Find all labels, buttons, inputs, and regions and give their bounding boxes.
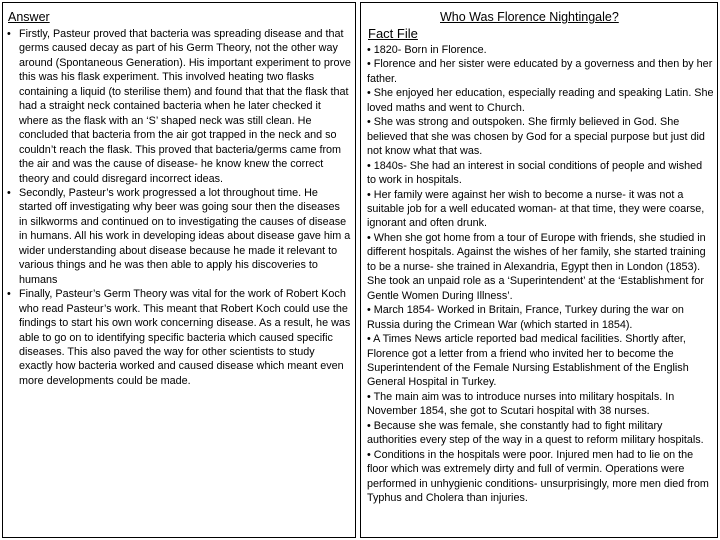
fact-item: • 1840s- She had an interest in social conditions of people and wished to work in hospitals. bbox=[367, 159, 703, 187]
bullet-point: • bbox=[7, 28, 11, 40]
answer-item bbox=[3, 27, 351, 186]
answer-text: Finally, Pasteur’s Germ Theory was vital for the work of Robert Koch who read Pasteur’s work. This meant that Robert Koch could use the findings to start his own work concerning disease. As a result, he was able to go on to identifying specific bacteria which caused specific diseases. This also paved the way for other scientists to study exactly how bacteria worked and caused disease which meant even more developments could be made. bbox=[19, 288, 351, 387]
answer-item bbox=[3, 287, 351, 388]
fact-item: • Florence and her sister were educated by a governess and then by her father. bbox=[367, 58, 713, 85]
answer-text: Firstly, Pasteur proved that bacteria was spreading disease and that germs caused decay as part of his Germ Theory, not the other way around (Spontaneous Generation). His important experiment to prove this was his flask experiment. This involved heating two flasks containing a liquid (to sterilise them) and found that that the flask that had a straight neck contained bacteria when he later checked it where as the flask with an ‘S’ shaped neck was still clean. He concluded that bacteria from the air got trapped in the neck and so couldn’t reach the flask. This proved that bacteria/germs came from the air and was the cause of disease- he know knew the correct theory and could disregard incorrect ideas. bbox=[19, 28, 351, 185]
answer-list bbox=[3, 27, 351, 388]
answer-panel bbox=[2, 2, 356, 538]
answer-title: Answer bbox=[8, 10, 50, 24]
fact-item: • She was strong and outspoken. She firmly believed in God. She believed that she was chosen by God for a special purpose but just did not know what that was. bbox=[367, 116, 705, 158]
bullet-point: • bbox=[7, 186, 11, 199]
fact-file-subtitle: Fact File bbox=[368, 26, 418, 41]
answer-text: Secondly, Pasteur’s work progressed a lot throughout time. He started off investigating why beer was going sour then the diseases in silkworms and continued on to investigating the causes of disease in humans. All his work in developing ideas about disease gave him a wider understanding about disease because he made it relevant to various things and he was then able to apply his discoveries to humans bbox=[19, 186, 351, 286]
fact-file-panel bbox=[360, 2, 718, 538]
bullet-point: • bbox=[7, 288, 11, 301]
fact-item: • When she got home from a tour of Europe with friends, she studied in different hospitals. Against the wishes of her family, she started training to be a nurse- she trained in Alexandria, Egypt then in London (1853). She took an unpaid role as a ‘Superintendent’ at the ‘Establishment for Gentle Women During Illness’. bbox=[367, 231, 706, 302]
fact-item: • She enjoyed her education, especially reading and speaking Latin. She loved maths and went to Church. bbox=[367, 87, 714, 114]
answer-item bbox=[3, 186, 351, 287]
fact-item: • 1820- Born in Florence. bbox=[367, 44, 487, 56]
fact-item: • The main aim was to introduce nurses into military hospitals. In November 1854, she got to Scutari hospital with 38 nurses. bbox=[367, 390, 675, 418]
fact-item: • Her family were against her wish to become a nurse- it was not a suitable job for a well educated woman- at that time, they were coarse, ignorant and often drunk. bbox=[367, 188, 705, 230]
fact-panel-title: Who Was Florence Nightingale? bbox=[440, 10, 619, 24]
fact-item: • Conditions in the hospitals were poor. Injured men had to lie on the floor which was extremely dirty and full of vermin. Operations were performed in unhygienic conditions- unsurprisingly, more men died from Typhus and Cholera than injuries. bbox=[367, 448, 709, 505]
fact-item: • Because she was female, she constantly had to fight military authorities every step of the way in a quest to reform military hospitals. bbox=[367, 419, 704, 447]
fact-item: • March 1854- Worked in Britain, France, Turkey during the war on Russia during the Crimean War (which started in 1854). bbox=[367, 304, 684, 331]
fact-list bbox=[367, 43, 714, 506]
fact-item: • A Times News article reported bad medical facilities. Shortly after, Florence got a letter from a friend who invited her to become the Superintendent of the Female Nursing Establishment of the English General Hospital in Turkey. bbox=[367, 333, 689, 389]
